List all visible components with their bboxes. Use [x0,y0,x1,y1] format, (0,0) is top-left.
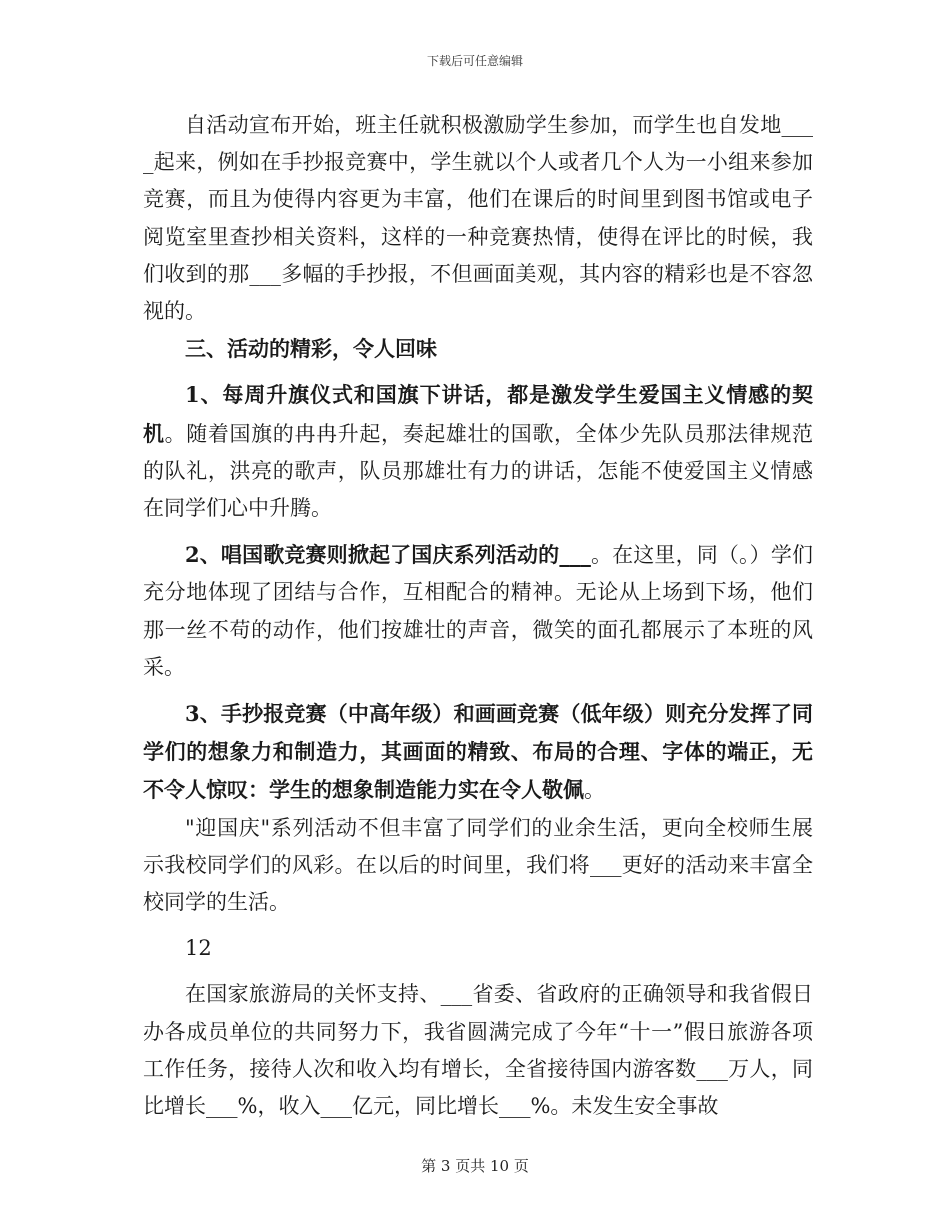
paragraph-closing: "迎国庆"系列活动不但丰富了同学们的业余生活，更向全校师生展示我校同学们的风彩。在以后的时间里，我们将___更好的活动来丰富全校同学的生活。 [143,815,813,915]
list-item-3-bold: 3、手抄报竞赛（中高年级）和画画竞赛（低年级）则充分发挥了同学们的想象力和制造力，其画面的精致、布局的合理、字体的端正，无不令人惊叹：学生的想象制造能力实在令人敬佩 [143,701,813,803]
list-item-2-text: 。在这里，同（。）学们充分地体现了团结与合作，互相配合的精神。无论从上场到下场，他们那一丝不苟的动作，他们按雄壮的声音，微笑的面孔都展示了本班的风采。 [143,543,813,679]
section-heading: 三、活动的精彩，令人回味 [185,336,437,362]
document-body [143,107,813,1125]
list-item-1-text: 。随着国旗的冉冉升起，奏起雄壮的国歌，全体少先队员那法律规范的队礼，洪亮的歌声，队员那雄壮有力的讲话，怎能不使爱国主义情感在同学们心中升腾。 [143,421,814,521]
section-number: 12 [185,936,212,961]
list-item-3-text: 。 [584,778,605,803]
list-item-1 [143,376,813,527]
list-item-2-bold: 2、唱国歌竞赛则掀起了国庆系列活动的___ [185,542,591,568]
list-item-1-bold: 1、每周升旗仪式和国旗下讲话，都是激发学生爱国主义情感的契机 [143,382,813,446]
list-item-3 [143,695,813,810]
page-footer: 第 3 页共 10 页 [421,1157,529,1175]
page-header: 下载后可任意编辑 [426,54,523,68]
list-item-2 [143,536,813,686]
paragraph-tourism: 在国家旅游局的关怀支持、___省委、省政府的正确领导和我省假日办各成员单位的共同努力下，我省圆满完成了今年“十一”假日旅游各项工作任务，接待人次和收入均有增长，全省接待国内游客数___万人，同比增长___%，收入___亿元，同比增长___%。未发生安全事故 [143,982,813,1119]
paragraph-activity-start: 自活动宣布开始，班主任就积极激励学生参加，而学生也自发地____起来，例如在手抄报竞赛中，学生就以个人或者几个人为一小组来参加竞赛，而且为使得内容更为丰富，他们在课后的时间里到图书馆或电子阅览室里查抄相关资料，这样的一种竞赛热情，使得在评比的时候，我们收到的那___多幅的手抄报，不但画面美观，其内容的精彩也是不容忽视的。 [143,113,813,324]
